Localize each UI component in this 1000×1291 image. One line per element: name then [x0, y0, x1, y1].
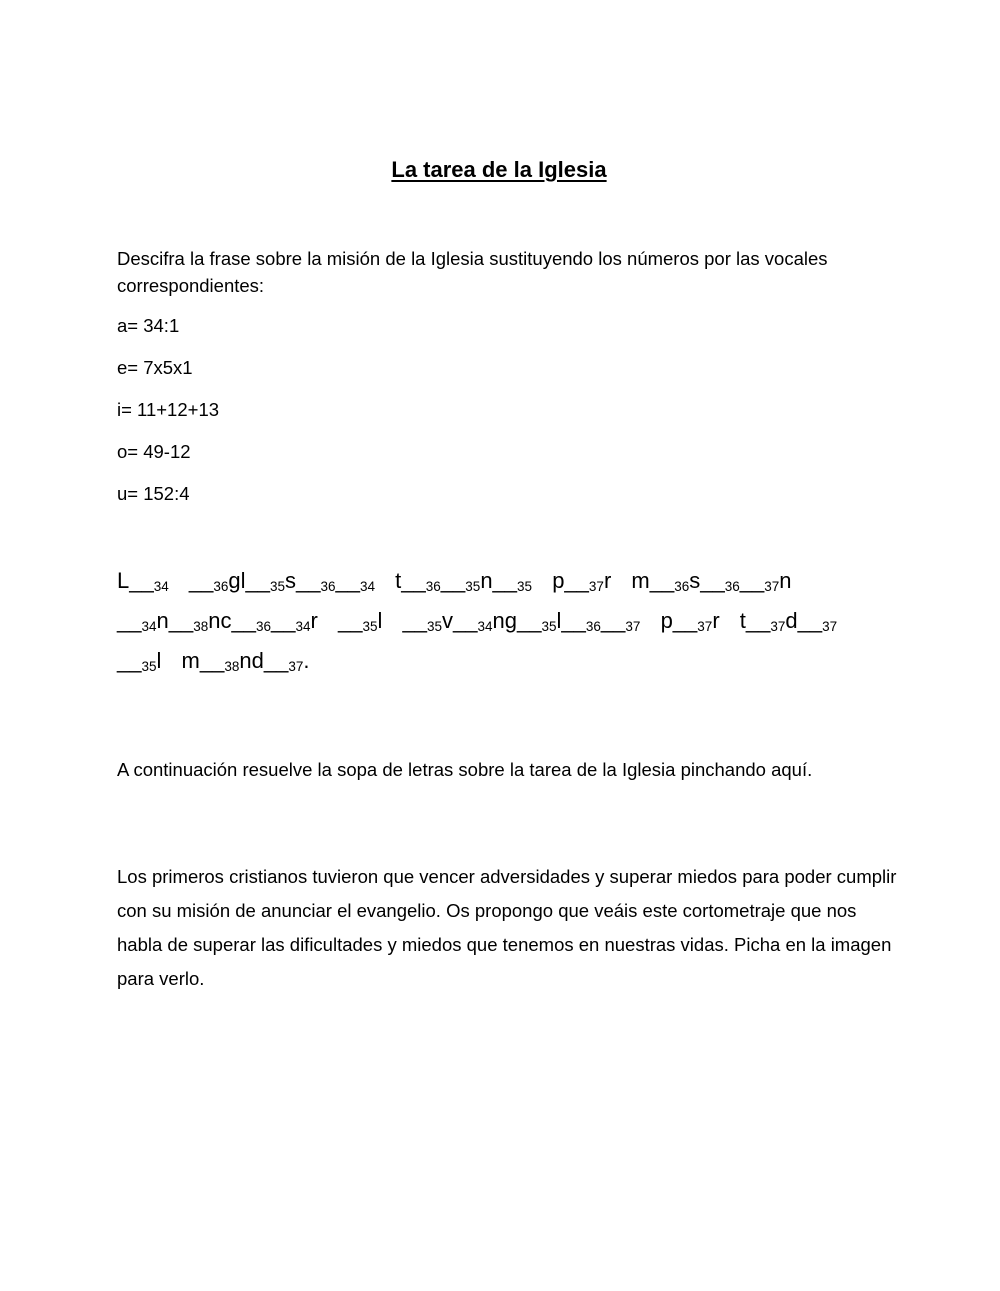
- cipher-word: __35l: [117, 648, 162, 674]
- cipher-word: t__36__35n__35: [395, 568, 533, 594]
- vowel-key-o: o= 49-12: [117, 441, 191, 462]
- cipher-word: m__38nd__37.: [181, 648, 310, 674]
- vowel-key-i: i= 11+12+13: [117, 399, 220, 420]
- cipher-word: p__37r: [552, 568, 612, 594]
- cipher-word: L__34: [117, 568, 169, 594]
- vowel-key-e: e= 7x5x1: [117, 357, 193, 378]
- cipher-line-3: [117, 646, 309, 679]
- vowel-key-a: a= 34:1: [117, 315, 180, 336]
- instructions-text: Descifra la frase sobre la misión de la Iglesia sustituyendo los números por las vocales correspondientes:: [117, 248, 828, 296]
- vowel-key-u: u= 152:4: [117, 483, 190, 504]
- cipher-word: __36gl__35s__36__34: [188, 568, 376, 594]
- video-paragraph: Los primeros cristianos tuvieron que vencer adversidades y superar miedos para poder cumplir con su misión de anunciar el evangelio. Os propongo que veáis este cortometraje que nos habla de superar las dificultades y miedos que tenemos en nuestras vidas. Picha en la imagen para verlo.: [117, 866, 897, 989]
- cipher-line-1: [117, 566, 792, 599]
- cipher-line-2: [117, 606, 837, 639]
- cipher-word: __35l: [337, 608, 383, 634]
- page-title: La tarea de la Iglesia: [391, 157, 607, 182]
- cipher-word: __35v__34ng__35l__36__37: [402, 608, 641, 634]
- cipher-word: m__36s__36__37n: [631, 568, 792, 594]
- cipher-word: t__37d__37: [739, 608, 838, 634]
- cipher-word: p__37r: [660, 608, 720, 634]
- word-search-link[interactable]: A continuación resuelve la sopa de letras sobre la tarea de la Iglesia pinchando aquí.: [117, 759, 813, 780]
- cipher-word: __34n__38nc__36__34r: [117, 608, 318, 634]
